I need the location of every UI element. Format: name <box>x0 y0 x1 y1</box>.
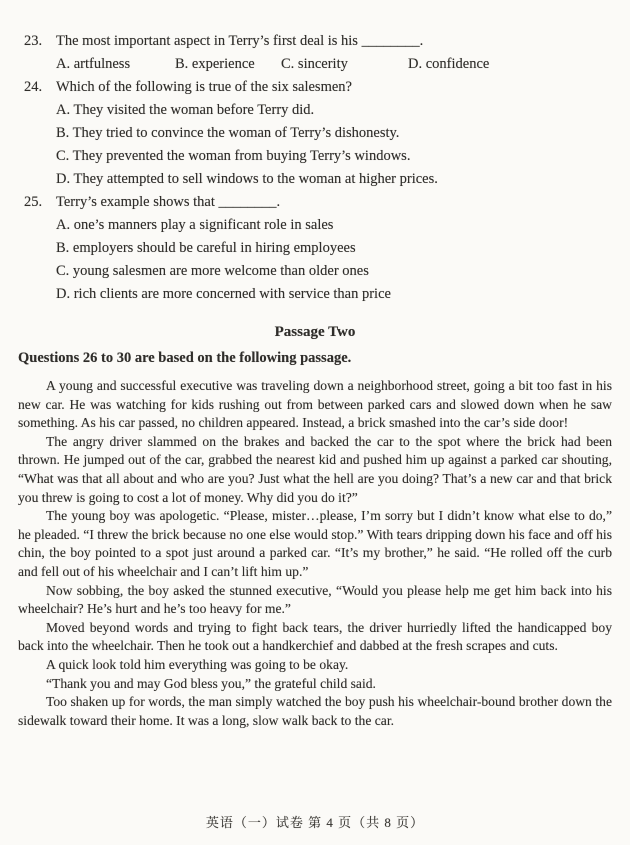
question-23-stem <box>18 30 612 53</box>
option-a: A. artfulness <box>56 56 131 72</box>
question-text: The most important aspect in Terry’s first deal is his ________. <box>56 33 424 49</box>
page-footer: 英语（一）试卷 第 4 页（共 8 页） <box>205 815 425 830</box>
option-c: C. They prevented the woman from buying Terry’s windows. <box>56 148 411 164</box>
question-number: 24. <box>24 79 43 95</box>
question-24 <box>18 76 612 191</box>
option-a: A. They visited the woman before Terry did. <box>56 102 315 118</box>
option-c: C. young salesmen are more welcome than older ones <box>56 263 369 279</box>
question-text: Which of the following is true of the six salesmen? <box>56 79 352 95</box>
option-d: D. confidence <box>408 56 490 72</box>
passage-body <box>18 377 612 730</box>
question-25-stem <box>18 191 612 214</box>
passage-paragraph-8: Too shaken up for words, the man simply watched the boy push his wheelchair-bound brother down the sidewalk toward their home. It was a long, slow walk back to the car. <box>18 694 612 728</box>
question-25 <box>18 191 612 306</box>
passage-paragraph-3: The young boy was apologetic. “Please, mister…please, I’m sorry but I didn’t know what else to do,” he pleaded. “I threw the brick because no one else would stop.” With tears dripping down his face and off his chin, the boy pointed to a spot just around a parked car. “It’s my brother,” he said. “He rolled off the curb and fell out of his wheelchair and I can’t lift him up.” <box>18 508 612 579</box>
passage-instruction: Questions 26 to 30 are based on the following passage. <box>18 350 352 366</box>
passage-paragraph-1: A young and successful executive was traveling down a neighborhood street, going a bit too fast in his new car. He was watching for kids rushing out from between parked cars and slowed down when he saw something. As his car passed, no children appeared. Instead, a brick smashed into the car’s side door! <box>18 378 612 431</box>
question-text: Terry’s example shows that ________. <box>56 194 281 210</box>
option-d: D. They attempted to sell windows to the woman at higher prices. <box>56 171 438 187</box>
passage-paragraph-6: A quick look told him everything was going to be okay. <box>46 656 349 672</box>
option-b: B. employers should be careful in hiring employees <box>56 240 356 256</box>
question-23 <box>18 30 612 76</box>
question-number: 25. <box>24 194 43 210</box>
option-b: B. experience <box>175 56 255 72</box>
option-d: D. rich clients are more concerned with service than price <box>56 286 391 302</box>
option-a: A. one’s manners play a significant role in sales <box>56 217 334 233</box>
option-c: C. sincerity <box>281 56 348 72</box>
question-number: 23. <box>24 33 43 49</box>
passage-heading: Passage Two <box>274 324 356 340</box>
passage-paragraph-5: Moved beyond words and trying to fight back tears, the driver hurriedly lifted the handicapped boy back into the wheelchair. Then he took out a handkerchief and dabbed at the fresh scrapes and cuts. <box>18 619 612 654</box>
passage-paragraph-4: Now sobbing, the boy asked the stunned executive, “Would you please help me get him back into his wheelchair? He’s hurt and he’s too heavy for me.” <box>18 582 612 617</box>
multiple-choice-questions <box>18 30 612 306</box>
question-24-stem <box>18 76 612 99</box>
option-b: B. They tried to convince the woman of Terry’s dishonesty. <box>56 125 400 141</box>
passage-paragraph-7: “Thank you and may God bless you,” the grateful child said. <box>46 675 376 691</box>
passage-paragraph-2: The angry driver slammed on the brakes and backed the car to the spot where the brick had been thrown. He jumped out of the car, grabbed the nearest kid and pushed him up against a parked car shouting, “What was that all about and who are you? Just what the hell are you doing? That’s a new car and that brick you threw is going to cost a lot of money. Why did you do it?” <box>18 433 612 505</box>
passage-two-section <box>18 321 612 730</box>
question-23-options <box>18 53 612 76</box>
